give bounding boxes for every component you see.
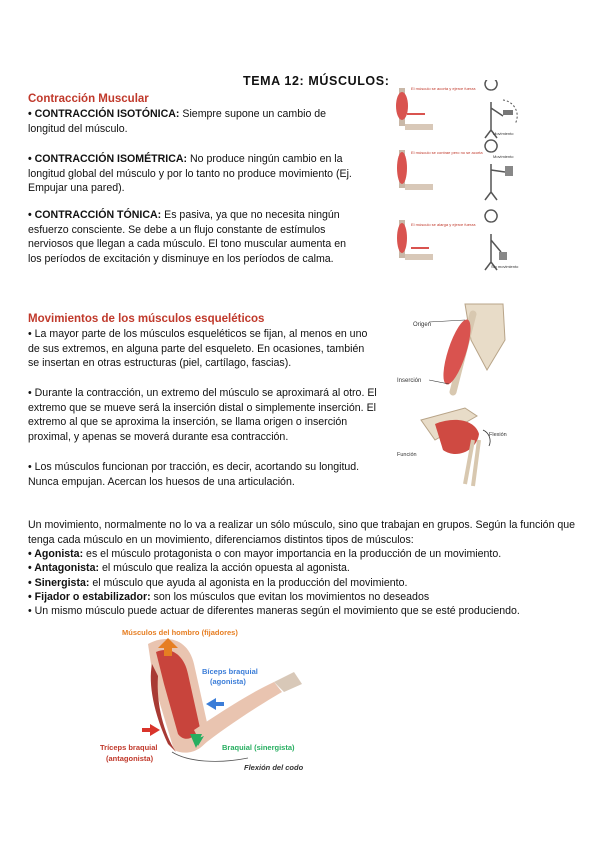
origin-label: Origen [413, 322, 432, 328]
shoulder-label: Músculos del hombro (fijadores) [122, 628, 238, 637]
synergist-text: el músculo que ayuda al agonista en la producción del movimiento. [89, 577, 408, 589]
isometric-movement: Movimiento [493, 154, 514, 159]
fixator-label: • Fijador o estabilizador: [28, 591, 151, 603]
synergist-label: • Sinergista: [28, 577, 90, 589]
tonic-label: • CONTRACCIÓN TÓNICA: [28, 209, 162, 221]
brachial-label: Braquial (sinergista) [222, 743, 295, 752]
movements-p3: • Los músculos funcionan por tracción, es decir, acortando su longitud. Nunca empujan. Acercan los huesos de una articulación. [28, 461, 360, 488]
biceps-label-line1: Bíceps braquial [202, 667, 258, 676]
arm-muscles-diagram [98, 624, 343, 776]
antagonist-line [28, 561, 576, 576]
isotonic-label: • CONTRACCIÓN ISOTÓNICA: [28, 108, 180, 120]
synergist-line [28, 576, 576, 591]
isometric-paragraph [28, 152, 358, 196]
tonic-note: El músculo se alarga y ejerce fuerza [411, 222, 476, 227]
contraction-types-diagram [395, 80, 530, 280]
movements-p1: • La mayor parte de los músculos esqueléticos se fijan, al menos en uno de sus extremos, en alguna parte del esqueleto. En ocasiones, también se insertan en otras estructuras (piel, cartílago, fascias). [28, 328, 368, 370]
tonic-illustration [397, 210, 507, 270]
groups-intro: Un movimiento, normalmente no lo va a realizar un sólo músculo, sino que trabajan en grupos. Según la función que tenga cada músculo en un movimiento, diferenciamos distintos tipos de músculos: [28, 519, 576, 546]
isotonic-note: El músculo se acorta y ejerce fuerza [411, 86, 476, 91]
tonic-movement: Sin movimiento [491, 264, 519, 269]
fixator-line [28, 590, 576, 605]
agonist-line [28, 547, 576, 562]
isotonic-text: Siempre supone un cambio de longitud del músculo. [28, 108, 327, 135]
antagonist-label: • Antagonista: [28, 562, 99, 574]
triceps-label-line2: (antagonista) [106, 754, 154, 763]
antagonist-text: el músculo que realiza la acción opuesta al agonista. [99, 562, 350, 574]
origin-insertion-diagram [395, 300, 510, 490]
elbow-flexion-label: Flexión del codo [244, 763, 304, 772]
movements-heading: Movimientos de los músculos esqueléticos [28, 313, 265, 325]
isometric-note: El músculo se contrae pero no se acorta [411, 150, 483, 155]
agonist-text: es el músculo protagonista o con mayor importancia en la producción de un movimiento. [83, 548, 502, 560]
isotonic-paragraph [28, 107, 358, 136]
fixator-text: son los músculos que evitan los movimientos no deseados [150, 591, 430, 603]
isometric-label: • CONTRACCIÓN ISOMÉTRICA: [28, 153, 188, 165]
movements-p2: • Durante la contracción, un extremo del músculo se aproximará al otro. El extremo que se mueve será la inserción distal o simplemente inserción. El extremo al que se aproxima la inserción, se llama origen o inserción proximal, y apenas se moverá durante esa contracción. [28, 387, 377, 443]
biceps-label-line2: (agonista) [210, 677, 246, 686]
agonist-label: • Agonista: [28, 548, 84, 560]
isotonic-movement: Movimiento [493, 131, 514, 136]
triceps-arrow-icon [142, 724, 160, 736]
tonic-text: Es pasiva, ya que no necesita ningún esfuerzo consciente. Se debe a un flujo constante de estímulos nerviosos que llegan a cada músculo. El tono muscular aumenta en los períodos de excitación y disminuye en los períodos de calma. [28, 209, 346, 265]
function-label: Función [397, 452, 417, 458]
isometric-text: No produce ningún cambio en la longitud global del músculo y por lo tanto no produce movimiento (Ej. Empujar una pared). [28, 153, 352, 195]
isometric-illustration [397, 140, 513, 200]
flexion-label: Flexión [489, 432, 507, 438]
contraction-heading: Contracción Muscular [28, 93, 149, 105]
tonic-paragraph [28, 208, 358, 266]
insertion-label: Inserción [397, 378, 422, 384]
biceps-arrow-icon [206, 698, 224, 710]
page-title: TEMA 12: MÚSCULOS: [243, 74, 390, 88]
last-line: • Un mismo músculo puede actuar de diferentes maneras según el movimiento que se esté produciendo. [28, 605, 520, 617]
forearm-icon [194, 682, 282, 746]
triceps-label-line1: Tríceps braquial [100, 743, 158, 752]
